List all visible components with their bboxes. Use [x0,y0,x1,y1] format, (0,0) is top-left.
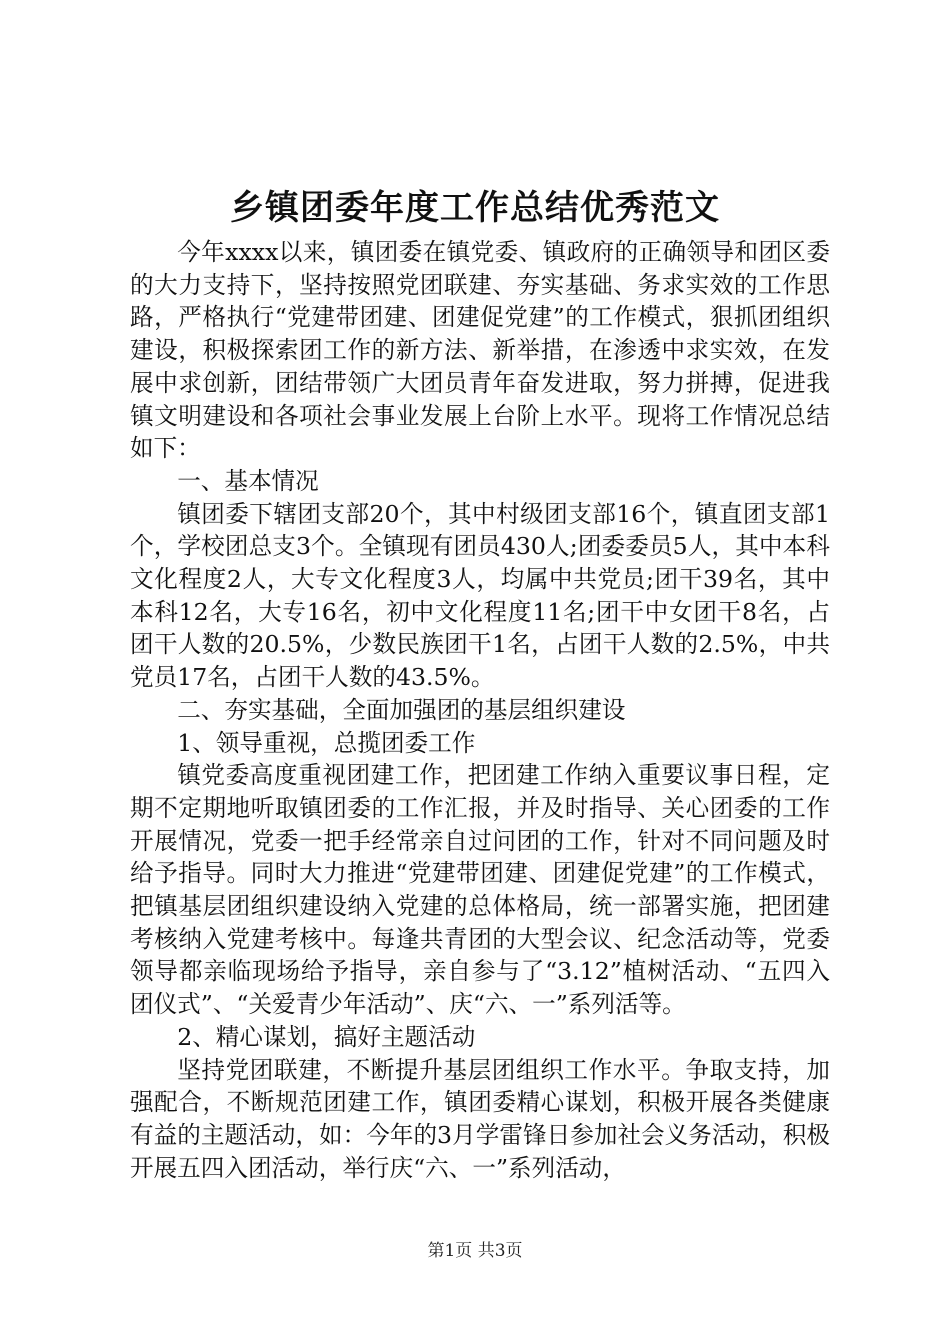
document-title: 乡镇团委年度工作总结优秀范文 [230,188,720,228]
subsection-heading-leadership: 1、领导重视，总揽团委工作 [177,728,476,757]
basic-situation-paragraph: 镇团委下辖团支部20个，其中村级团支部16个，镇直团支部1个，学校团总支3个。全镇现有团员430人;团委委员5人，其中本科文化程度2人，大专文化程度3人，均属中共党员;团干39名，其中本科12名，大专16名，初中文化程度11名;团干中女团干8名，占团干人数的20.5%，少数民族团干1名，占团干人数的2.5%，中共党员17名，占团干人数的43.5%。 [130,499,830,692]
document-body [130,236,830,1184]
intro-paragraph: 今年xxxx以来，镇团委在镇党委、镇政府的正确领导和团区委的大力支持下，坚持按照党团联建、夯实基础、务求实效的工作思路，严格执行“党建带团建、团建促党建”的工作模式，狠抓团组织建设，积极探索团工作的新方法、新举措，在渗透中求实效，在发展中求创新，团结带领广大团员青年奋发进取，努力拼搏，促进我镇文明建设和各项社会事业发展上台阶上水平。现将工作情况总结如下： [130,238,830,463]
section-heading-basic-situation: 一、基本情况 [177,466,319,495]
subsection-heading-activities: 2、精心谋划，搞好主题活动 [177,1022,476,1051]
activities-paragraph: 坚持党团联建，不断提升基层团组织工作水平。争取支持，加强配合，不断规范团建工作，镇团委精心谋划，积极开展各类健康有益的主题活动，如：今年的3月学雷锋日参加社会义务活动，积极开展五四入团活动，举行庆“六、一”系列活动， [130,1055,830,1182]
section-heading-foundation: 二、夯实基础，全面加强团的基层组织建设 [177,695,626,724]
leadership-paragraph: 镇党委高度重视团建工作，把团建工作纳入重要议事日程，定期不定期地听取镇团委的工作汇报，并及时指导、关心团委的工作开展情况，党委一把手经常亲自过问团的工作，针对不同问题及时给予指导。同时大力推进“党建带团建、团建促党建”的工作模式，把镇基层团组织建设纳入党建的总体格局，统一部署实施，把团建考核纳入党建考核中。每逢共青团的大型会议、纪念活动等，党委领导都亲临现场给予指导，亲自参与了“3.12”植树活动、“五四入团仪式”、“关爱青少年活动”、庆“六、一”系列活等。 [130,761,830,1019]
page-footer: 第1页 共3页 [427,1241,523,1261]
